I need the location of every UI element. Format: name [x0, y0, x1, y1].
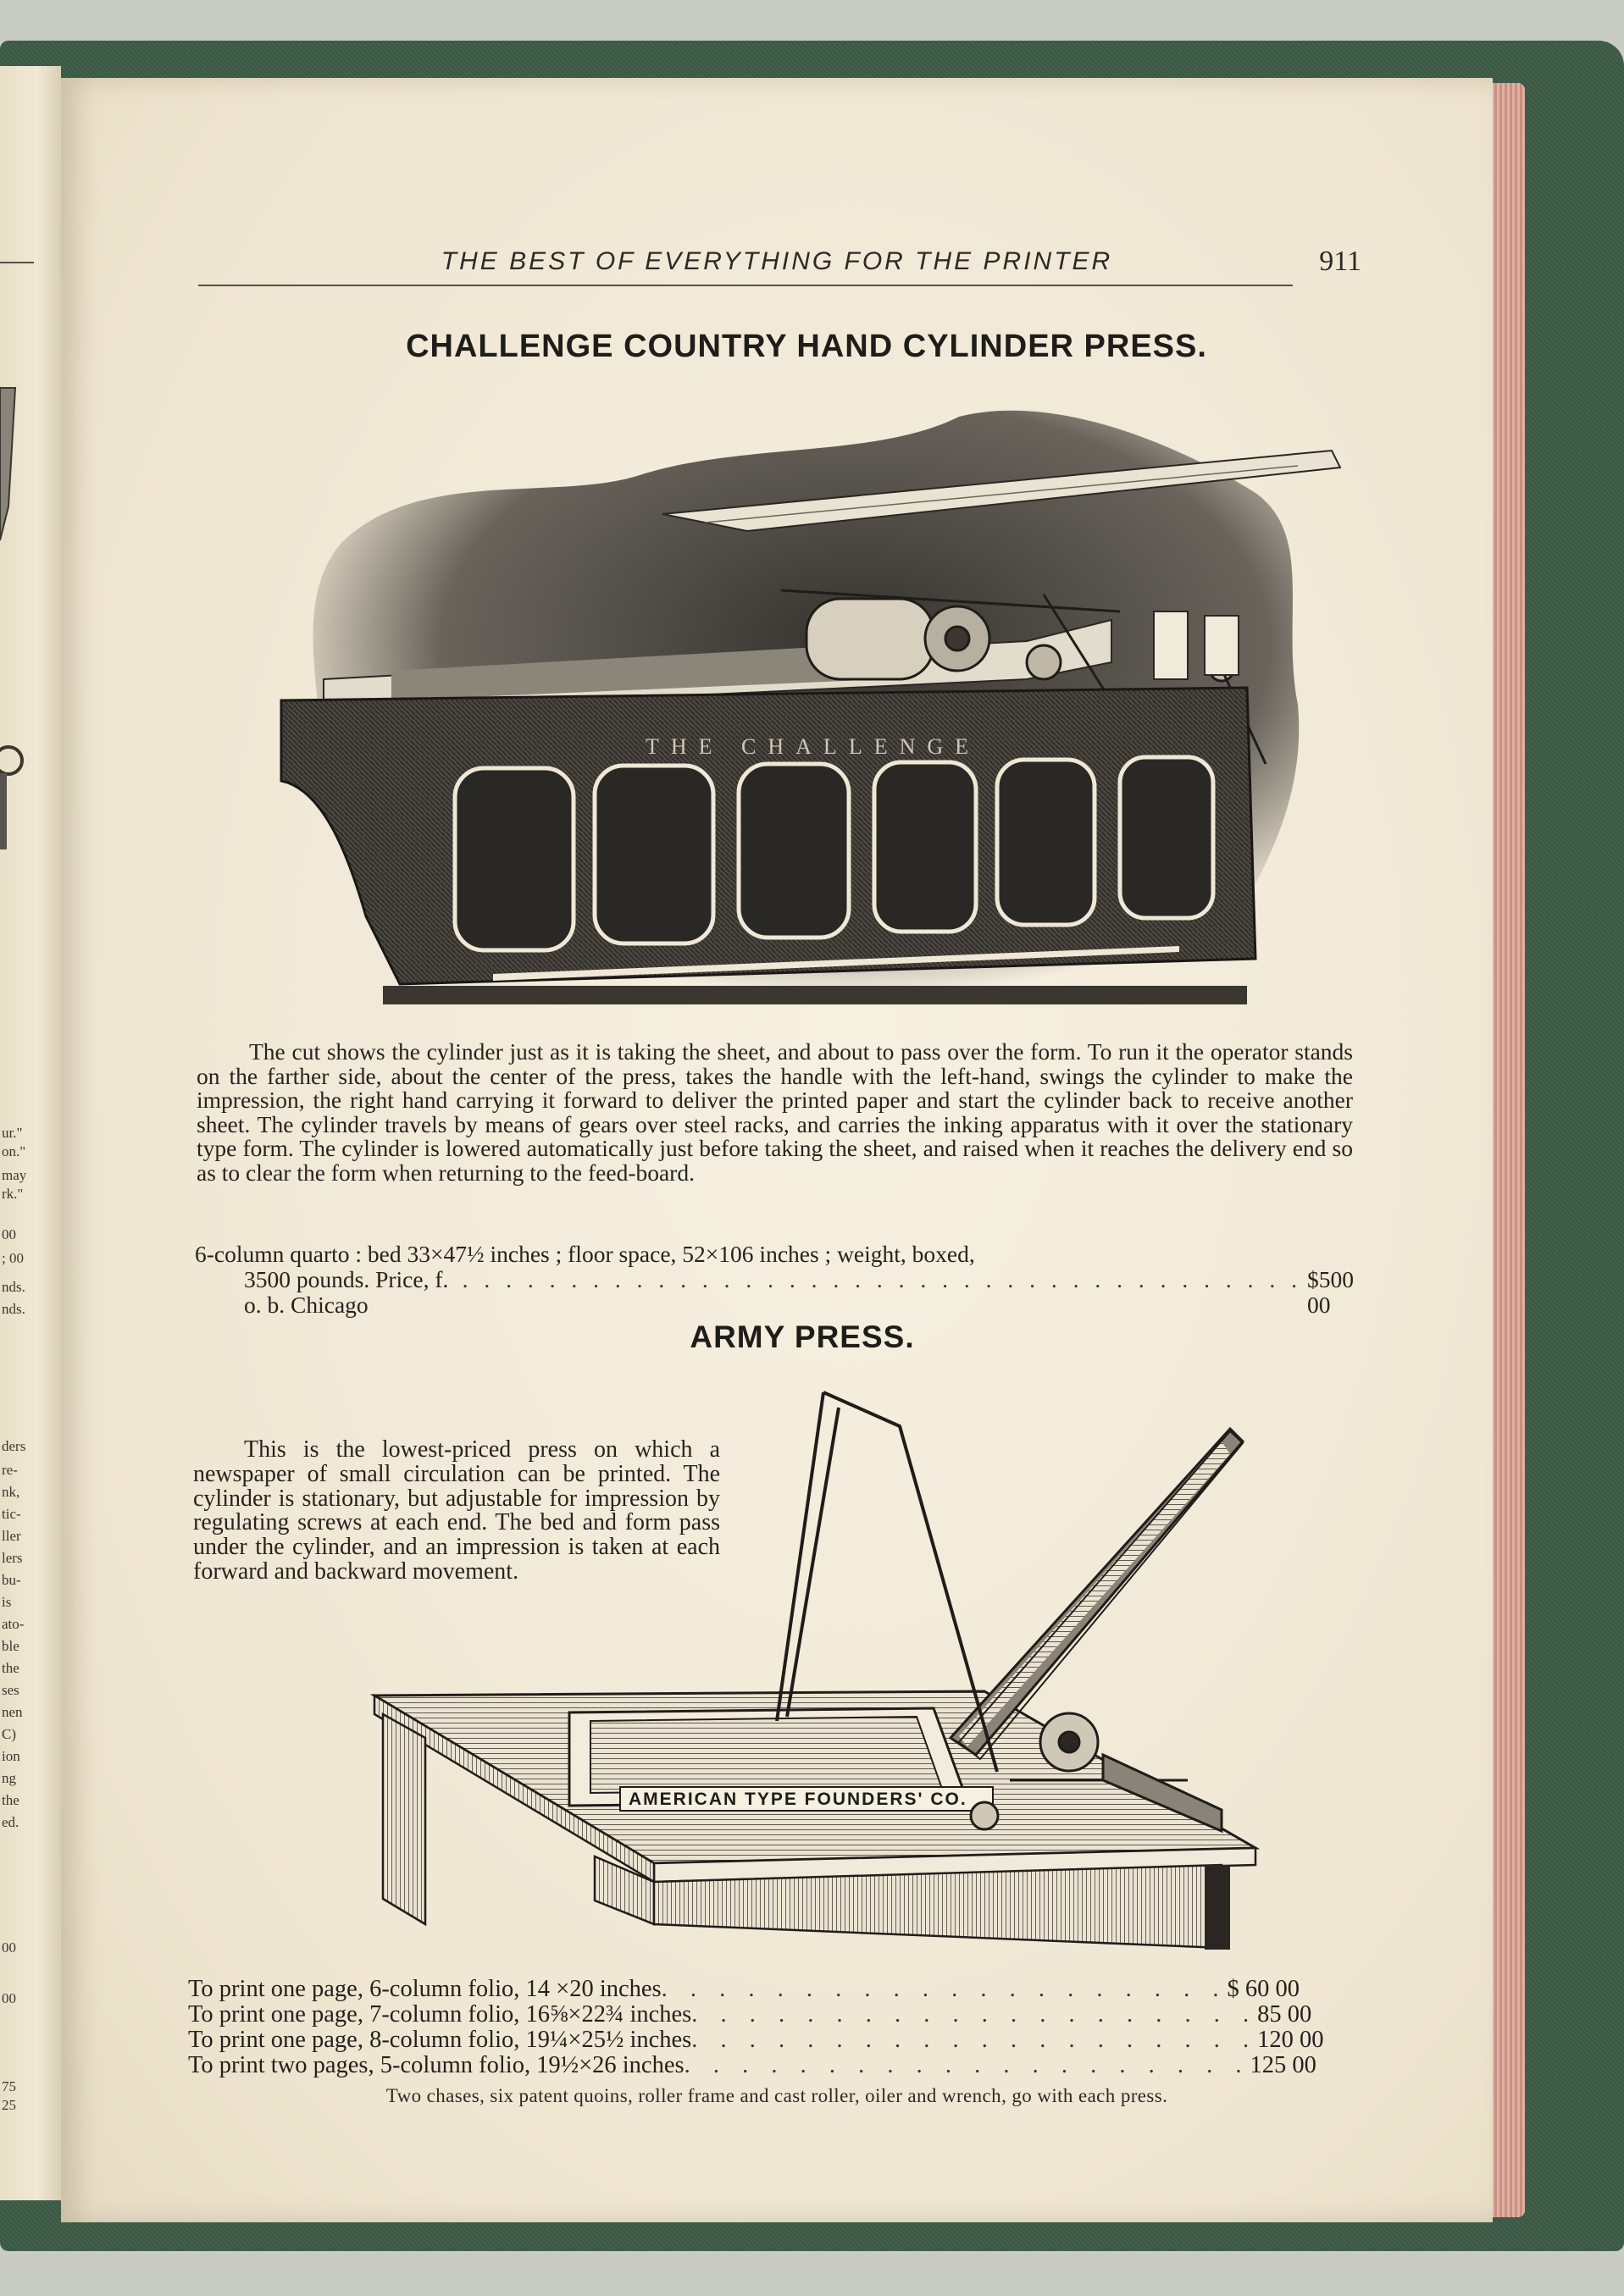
left-fragment: C) [2, 1726, 16, 1742]
left-fragment: ion [2, 1748, 20, 1764]
left-fragment: rk." [2, 1186, 24, 1202]
left-fragment: 00 [2, 1939, 16, 1956]
left-fragment: ur." [2, 1125, 23, 1141]
price-description: To print one page, 6-column folio, 14 ×20 inches [188, 1976, 662, 2002]
left-fragment: ller [2, 1528, 21, 1544]
leader-dots: . . . . . . . . . . . . . . . . . . . . [691, 2001, 1258, 2028]
left-fragment: nk, [2, 1484, 20, 1500]
header-rule [198, 285, 1293, 286]
leader-dots: . . . . . . . . . . . . . . . . . . . . [691, 2027, 1258, 2053]
left-fragment: nds. [2, 1301, 25, 1317]
left-fragment: ng [2, 1770, 16, 1786]
running-head: THE BEST OF EVERYTHING FOR THE PRINTER [441, 247, 1113, 275]
left-fragment: ses [2, 1682, 19, 1698]
price-value: 120 00 [1257, 2027, 1324, 2053]
price-description: To print one page, 7-column folio, 16⅝×22¾ inches [188, 2001, 692, 2028]
left-fragment: ; 00 [2, 1250, 24, 1266]
left-fragment: 00 [2, 1226, 16, 1242]
left-fragment: 25 [2, 2097, 16, 2113]
left-fragment: is [2, 1594, 12, 1610]
plate-label: AMERICAN TYPE FOUNDERS' CO. [629, 1790, 967, 1809]
page-number: 911 [1319, 246, 1361, 277]
left-fragment: nds. [2, 1279, 25, 1295]
price-value: 85 00 [1257, 2001, 1312, 2028]
challenge-spec [195, 1242, 1355, 1318]
left-fragment: the [2, 1792, 19, 1808]
price-row [188, 1976, 1300, 2002]
price-description: To print one page, 8-column folio, 19¼×25½ inches [188, 2027, 692, 2053]
army-description: This is the lowest-priced press on which a newspaper of small circulation can be printed. The cylinder is stationary, but adjustable for impression by regulating screws at each end. The bed and form pass under the cylinder, and an impression is taken at each forward and backward movement. [193, 1436, 720, 1585]
left-fragment: tic- [2, 1506, 21, 1522]
challenge-press-illustration [197, 400, 1357, 1043]
leader-dots: . . . . . . . . . . . . . . . . . . . . [661, 1976, 1228, 2002]
left-fragment: bu- [2, 1572, 21, 1588]
leader-dots: . . . . . . . . . . . . . . . . . . . . [684, 2052, 1250, 2078]
catalog-page [61, 78, 1493, 2222]
left-fragment: lers [2, 1550, 23, 1566]
left-fragment: ble [2, 1638, 19, 1654]
left-fragment: re- [2, 1462, 18, 1478]
left-fragment: ato- [2, 1616, 25, 1632]
challenge-price: $500 00 [1307, 1266, 1355, 1318]
left-fragment: ders [2, 1438, 26, 1454]
left-fragment: ed. [2, 1814, 19, 1830]
spec-line-1: 6-column quarto : bed 33×47½ inches ; floor space, 52×106 inches ; weight, boxed, [195, 1241, 975, 1267]
spec-line-2: 3500 pounds. Price, f. o. b. Chicago [244, 1266, 449, 1318]
price-description: To print two pages, 5-column folio, 19½×26 inches [188, 2052, 685, 2078]
challenge-press-title: CHALLENGE COUNTRY HAND CYLINDER PRESS. [406, 329, 1207, 364]
army-footnote: Two chases, six patent quoins, roller frame and cast roller, oiler and wrench, go with each press. [385, 2085, 1168, 2106]
price-row [188, 2001, 1312, 2028]
army-price-list [188, 1976, 1324, 2078]
price-value: 125 00 [1250, 2052, 1316, 2078]
left-fragment: 75 [2, 2078, 16, 2094]
left-page-sliver [0, 66, 61, 2200]
price-row [188, 2027, 1324, 2053]
price-value: $ 60 00 [1227, 1976, 1300, 2002]
army-press-illustration [374, 1382, 1349, 1967]
challenge-description: The cut shows the cylinder just as it is taking the sheet, and about to pass over the form. To run it the operator stands on the farther side, about the center of the press, takes the handle with the left-hand, swings the cylinder to make the impression, the right hand carrying it forward to deliver the printed paper and start the cylinder back to receive another sheet. The cylinder travels by means of gears over steel racks, and carries the inking apparatus with it over the stationary type form. The cylinder is lowered automatically just before taking the sheet, and raised when it reaches the delivery end so as to clear the form when returning to the feed-board. [197, 1038, 1353, 1186]
left-fragment: on." [2, 1143, 26, 1159]
left-fragment: may [2, 1167, 27, 1183]
army-press-title: ARMY PRESS. [690, 1320, 915, 1354]
machine-lettering: THE CHALLENGE [646, 734, 981, 759]
price-row [188, 2052, 1316, 2078]
leader-dots: . . . . . . . . . . . . . . . . . . . . . . . . . . . . . . . . . . . . . . . [462, 1266, 1303, 1292]
left-fragment: nen [2, 1704, 23, 1720]
left-fragment: the [2, 1660, 19, 1676]
left-fragment: 00 [2, 1990, 16, 2006]
spec-line-2-row [195, 1267, 1355, 1318]
